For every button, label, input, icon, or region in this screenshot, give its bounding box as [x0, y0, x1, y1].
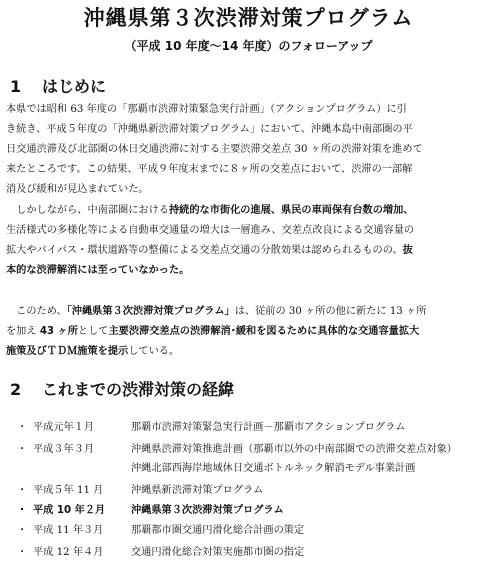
- text-run: を加え: [6, 326, 40, 337]
- history-item: [0, 480, 497, 501]
- text-run: しかしながら、中南部圏における: [6, 205, 169, 216]
- paragraph-line: 日交通渋滞及び北部圏の休日交通渋滞に対する主要渋滞交差点 30 ヶ所の渋滞対策を進めて: [6, 144, 423, 155]
- section-2-number: 2: [10, 380, 22, 399]
- history-date: 平成５年 11 月: [33, 485, 104, 496]
- bullet-mark: ・: [17, 485, 28, 496]
- text-run: している。: [128, 346, 180, 357]
- emphasis-text: 抜: [402, 245, 413, 256]
- intro-paragraph-3: [6, 302, 493, 362]
- text-run: 生活様式の多様化等による自動車交通量の増大は一層進み、交差点改良による交通容量の: [6, 225, 415, 236]
- bullet-mark: ・: [17, 505, 28, 516]
- paragraph-line: 来たところです。この結果、平成９年度末までに８ヶ所の交差点において、渋滞の一部解: [6, 164, 413, 175]
- history-description: 那覇市渋滞対策緊急実行計画－那覇市アクションプログラム: [131, 422, 406, 433]
- emphasis-text: 43 ヶ所: [39, 326, 78, 337]
- history-description: 沖縄北部西海岸地域休日交通ボトルネック解消モデル事業計画: [131, 463, 416, 474]
- emphasis-text: 施策及びＴＤＭ施策を提示: [6, 346, 129, 357]
- history-item: [0, 520, 497, 541]
- paragraph-line: 本県では昭和 63 年度の「那覇市渋滞対策緊急実行計画」（アクションプログラム）に引: [6, 104, 407, 115]
- text-run: は、従前の 30 ヶ所の他に新たに 13 ヶ所: [234, 306, 427, 317]
- paragraph-line: [6, 221, 493, 241]
- history-item: [0, 439, 497, 460]
- paragraph-line: [6, 322, 493, 342]
- history-item: [0, 458, 497, 479]
- history-date: 平成 10 年２月: [33, 505, 106, 516]
- bullet-mark: ・: [17, 547, 28, 558]
- section-2-title: これまでの渋滞対策の経緯: [42, 380, 235, 399]
- history-description: 沖縄県渋滞対策推進計画（那覇市以外の中南部圏での渋滞交差点対象）: [131, 444, 457, 455]
- history-description: 沖縄県第３次渋滞対策プログラム: [131, 505, 284, 516]
- bullet-mark: ・: [17, 444, 28, 455]
- bullet-mark: ・: [17, 422, 28, 433]
- history-date: 平成 11 年３月: [33, 525, 104, 536]
- history-description: 交通円滑化総合対策実施都市圏の指定: [131, 547, 305, 558]
- document-subtitle: （平成 10 年度～14 年度）のフォローアップ: [124, 39, 373, 53]
- paragraph-line: 消及び緩和が見込まれていた。: [6, 184, 149, 195]
- emphasis-text: 主要渋滞交差点の渋滞解消･緩和を図るために具体的な交通容量拡大: [108, 326, 420, 337]
- paragraph-line: き続き、平成５年度の「沖縄県新渋滞対策プログラム」において、沖縄本島中南部圏の平: [6, 124, 413, 135]
- emphasis-text: 持続的な市街化の進展、県民の車両保有台数の増加、: [169, 205, 414, 216]
- text-run: として: [77, 326, 109, 337]
- section-1-title: はじめに: [42, 77, 107, 96]
- emphasis-text: 本的な渋滞解消には至っていなかった。: [6, 265, 190, 276]
- history-description: 沖縄県新渋滞対策プログラム: [131, 485, 264, 496]
- emphasis-text: 「沖縄県第３次渋滞対策プログラム」: [66, 306, 235, 317]
- history-item: [0, 500, 497, 521]
- history-date: 平成元年１月: [33, 422, 95, 433]
- intro-paragraph-2: [6, 201, 493, 281]
- paragraph-line: [6, 201, 493, 221]
- history-date: 平成３年３月: [33, 444, 95, 455]
- text-run: 拡大やバイパス・環状道路等の整備による交差点交通の分散効果は認められるものの、: [6, 245, 403, 256]
- history-item: [0, 417, 497, 438]
- history-item: [0, 542, 497, 563]
- paragraph-line: [6, 241, 493, 261]
- intro-paragraph-1: [6, 100, 493, 200]
- bullet-mark: ・: [17, 525, 28, 536]
- paragraph-line: [6, 261, 493, 281]
- paragraph-line: [6, 342, 493, 362]
- paragraph-line: [6, 302, 493, 322]
- history-date: 平成 12 年４月: [33, 547, 104, 558]
- history-description: 那覇都市圏交通円滑化総合計画の策定: [131, 525, 305, 536]
- text-run: このため、: [6, 306, 67, 317]
- section-1-number: 1: [10, 77, 22, 96]
- document-title: 沖縄県第３次渋滞対策プログラム: [83, 6, 414, 30]
